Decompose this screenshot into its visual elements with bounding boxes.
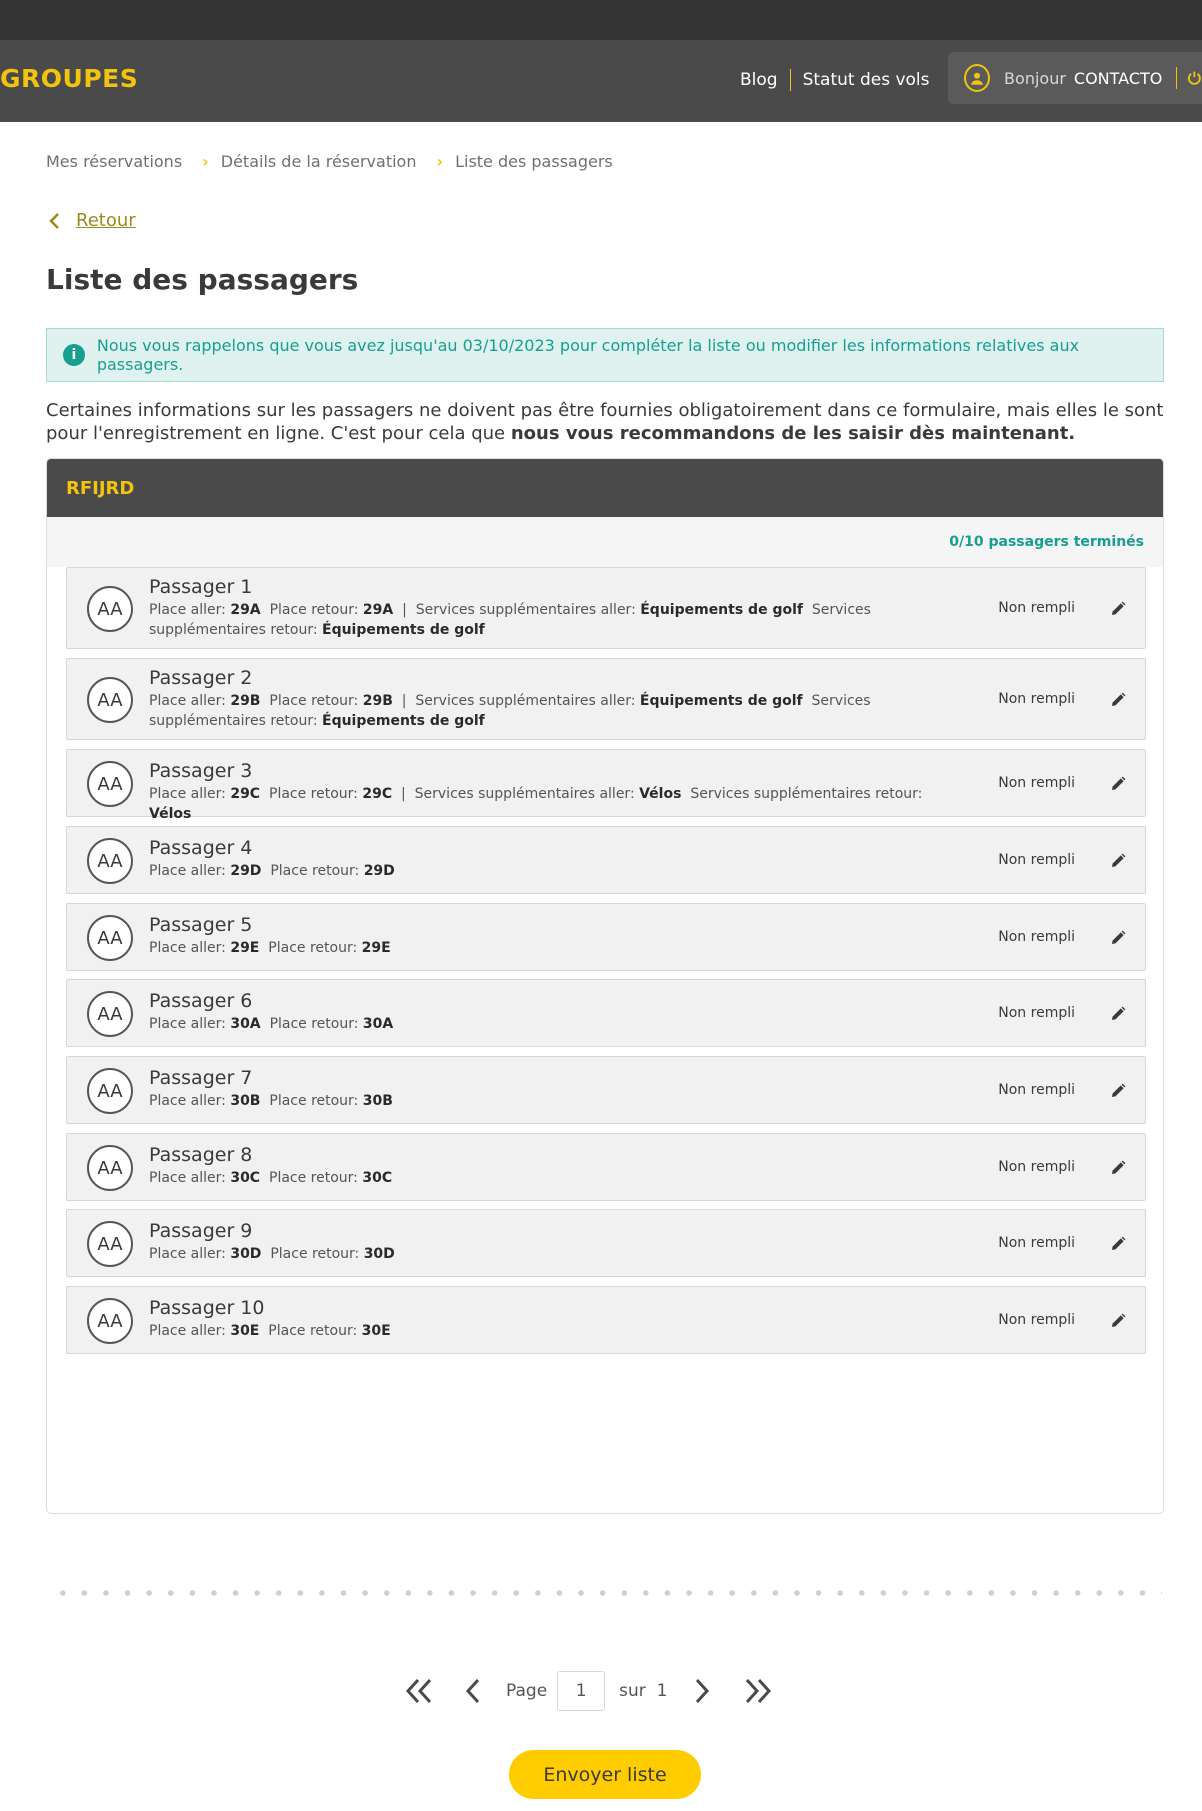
- seat-return-value: 30D: [363, 1246, 395, 1262]
- pencil-icon[interactable]: [1109, 775, 1127, 793]
- passenger-name: Passager 6: [149, 990, 253, 1012]
- passenger-row[interactable]: [66, 658, 1146, 740]
- seat-out-value: 29D: [230, 863, 262, 879]
- seat-return-label: Place retour:: [269, 1093, 359, 1109]
- page-of-text: sur: [619, 1681, 646, 1701]
- top-bar: [0, 0, 1202, 40]
- group-header: [47, 459, 1163, 517]
- intro-text-plain: Certaines informations sur les passagers ne doivent pas être fournies obligatoirement dans ce formulaire, mais elles le sont pour l'enregistrement en ligne. C'est pour cela que: [46, 400, 1164, 444]
- services-out-label: Services supplémentaires aller:: [415, 693, 636, 709]
- seat-return-value: 30C: [362, 1170, 393, 1186]
- page-label: Page: [506, 1681, 548, 1701]
- passenger-details: [149, 1091, 949, 1111]
- passenger-details: [149, 1014, 949, 1034]
- page-total: 1: [656, 1681, 668, 1701]
- seat-out-label: Place aller:: [149, 940, 226, 956]
- avatar: AA: [87, 1068, 133, 1114]
- seat-out-value: 30D: [230, 1246, 262, 1262]
- passenger-name: Passager 1: [149, 576, 253, 598]
- double-chevron-right-icon: [739, 1675, 775, 1707]
- passenger-name: Passager 10: [149, 1297, 265, 1319]
- breadcrumb-item-details[interactable]: Détails de la réservation: [220, 152, 417, 171]
- passenger-name: Passager 9: [149, 1220, 253, 1242]
- back-link[interactable]: [48, 210, 136, 231]
- passenger-status: Non rempli: [998, 775, 1075, 791]
- seat-out-value: 30B: [230, 1093, 261, 1109]
- seat-out-value: 30A: [230, 1016, 261, 1032]
- passenger-row[interactable]: [66, 826, 1146, 894]
- passenger-name: Passager 8: [149, 1144, 253, 1166]
- seat-out-value: 29C: [230, 786, 261, 802]
- pencil-icon[interactable]: [1109, 691, 1127, 709]
- passenger-name: Passager 3: [149, 760, 253, 782]
- page-title: Liste des passagers: [46, 263, 359, 296]
- breadcrumb-item-current: Liste des passagers: [455, 152, 613, 171]
- group-code: RFIJRD: [66, 477, 135, 499]
- services-return-label: Services supplémentaires retour:: [149, 602, 871, 638]
- passenger-group: [46, 458, 1164, 1514]
- seat-return-value: 29C: [362, 786, 393, 802]
- chevron-left-icon: [48, 212, 62, 230]
- passenger-status: Non rempli: [998, 852, 1075, 868]
- passenger-status: Non rempli: [998, 1005, 1075, 1021]
- avatar: AA: [87, 1221, 133, 1267]
- avatar: AA: [87, 761, 133, 807]
- services-out-value: Vélos: [639, 786, 682, 802]
- pencil-icon[interactable]: [1109, 852, 1127, 870]
- user-greeting: Bonjour: [1004, 68, 1066, 88]
- avatar: AA: [87, 1145, 133, 1191]
- seat-out-label: Place aller:: [149, 693, 226, 709]
- passenger-details: [149, 938, 949, 958]
- services-return-label: Services supplémentaires retour:: [149, 693, 871, 729]
- seat-return-label: Place retour:: [269, 602, 359, 618]
- send-list-button[interactable]: Envoyer liste: [509, 1750, 701, 1799]
- seat-out-value: 30C: [230, 1170, 261, 1186]
- intro-text: [46, 399, 1166, 445]
- info-icon: i: [63, 344, 85, 366]
- avatar: AA: [87, 915, 133, 961]
- passenger-row[interactable]: [66, 749, 1146, 822]
- avatar: AA: [87, 991, 133, 1037]
- brand-logo[interactable]: GROUPES: [0, 64, 139, 93]
- avatar: AA: [87, 586, 133, 632]
- seat-return-value: 29D: [363, 863, 395, 879]
- main-navbar: [0, 40, 1202, 122]
- pencil-icon[interactable]: [1109, 600, 1127, 618]
- passenger-row[interactable]: [66, 1286, 1146, 1354]
- passenger-status: Non rempli: [998, 691, 1075, 707]
- seat-out-label: Place aller:: [149, 1093, 226, 1109]
- seat-return-label: Place retour:: [268, 1323, 358, 1339]
- intro-text-bold: nous vous recommandons de les saisir dès maintenant.: [510, 423, 1076, 444]
- passenger-details: Place aller: 29A Place retour: 29A | Services supplémentaires aller: Équipements de golf Services supplémentaires retour: Équipements de golf: [149, 602, 871, 638]
- seat-out-value: 29B: [230, 693, 261, 709]
- page-number-input[interactable]: [557, 1671, 605, 1711]
- avatar: AA: [87, 838, 133, 884]
- user-name: CONTACTO: [1073, 68, 1163, 88]
- chevron-left-icon: [456, 1675, 492, 1707]
- seat-return-label: Place retour:: [268, 940, 358, 956]
- seat-out-label: Place aller:: [149, 786, 226, 802]
- user-icon: [964, 64, 990, 92]
- services-out-value: Équipements de golf: [639, 693, 803, 709]
- passenger-name: Passager 7: [149, 1067, 253, 1089]
- services-out-label: Services supplémentaires aller:: [415, 602, 636, 618]
- seat-out-value: 29E: [230, 940, 260, 956]
- seat-return-value: 30B: [362, 1093, 393, 1109]
- pencil-icon[interactable]: [1109, 929, 1127, 947]
- nav-blog-link[interactable]: Blog: [740, 70, 778, 90]
- passenger-row[interactable]: [66, 1056, 1146, 1124]
- passenger-status: Non rempli: [998, 1159, 1075, 1175]
- passenger-name: Passager 4: [149, 837, 253, 859]
- passenger-status: Non rempli: [998, 1082, 1075, 1098]
- passenger-row[interactable]: [66, 1133, 1146, 1201]
- group-progress-count: 0/10 passagers terminés: [949, 534, 1144, 550]
- chevron-right-icon: [683, 1675, 719, 1707]
- seat-out-label: Place aller:: [149, 1246, 226, 1262]
- next-page-button[interactable]: [681, 1671, 721, 1711]
- passenger-details: Place aller: 29C Place retour: 29C | Services supplémentaires aller: Vélos Services supplémentaires retour: Vélos: [149, 786, 923, 822]
- last-page-button[interactable]: [737, 1671, 777, 1711]
- seat-out-label: Place aller:: [149, 1323, 226, 1339]
- user-menu[interactable]: [948, 52, 1202, 104]
- pencil-icon[interactable]: [1109, 1082, 1127, 1100]
- seat-return-label: Place retour:: [269, 1170, 358, 1186]
- pencil-icon[interactable]: [1109, 1235, 1127, 1253]
- pagination: [400, 1665, 777, 1717]
- passenger-row[interactable]: [66, 903, 1146, 971]
- seat-return-value: 29B: [362, 693, 393, 709]
- seat-return-value: 30E: [361, 1323, 391, 1339]
- seat-out-label: Place aller:: [149, 863, 226, 879]
- services-out-label: Services supplémentaires aller:: [414, 786, 635, 802]
- group-progress-bar: [47, 517, 1163, 567]
- passenger-name: Passager 2: [149, 667, 253, 689]
- passenger-row[interactable]: [66, 979, 1146, 1047]
- passenger-details: [149, 1168, 949, 1188]
- page-of-label: [619, 1681, 667, 1701]
- user-separator: [1176, 67, 1177, 89]
- passenger-status: Non rempli: [998, 1235, 1075, 1251]
- nav-flight-status-link[interactable]: Statut des vols: [802, 70, 930, 90]
- nav-links: [740, 69, 930, 91]
- passenger-status: Non rempli: [998, 1312, 1075, 1328]
- passenger-row[interactable]: [66, 1209, 1146, 1277]
- seat-out-value: 29A: [230, 602, 261, 618]
- seat-return-value: 30A: [362, 1016, 394, 1032]
- dotted-divider: [52, 1590, 1162, 1596]
- seat-return-value: 29A: [362, 602, 394, 618]
- services-return-value: Équipements de golf: [322, 713, 485, 729]
- double-chevron-left-icon: [402, 1675, 438, 1707]
- passenger-name: Passager 5: [149, 914, 253, 936]
- passenger-row[interactable]: [66, 567, 1146, 649]
- seat-out-label: Place aller:: [149, 602, 226, 618]
- services-return-value: Équipements de golf: [322, 622, 485, 638]
- services-return-label: Services supplémentaires retour:: [690, 786, 923, 802]
- power-icon[interactable]: [1187, 70, 1202, 86]
- pencil-icon[interactable]: [1109, 1312, 1127, 1330]
- passenger-details: [149, 1321, 949, 1341]
- avatar: AA: [87, 1298, 133, 1344]
- pencil-icon[interactable]: [1109, 1005, 1127, 1023]
- seat-return-label: Place retour:: [269, 1016, 359, 1032]
- passenger-status: Non rempli: [998, 600, 1075, 616]
- passenger-details: [149, 1244, 949, 1264]
- first-page-button[interactable]: [400, 1671, 440, 1711]
- seat-return-label: Place retour:: [270, 1246, 360, 1262]
- seat-out-label: Place aller:: [149, 1170, 226, 1186]
- chevron-right-icon: ›: [202, 152, 209, 171]
- passenger-status: Non rempli: [998, 929, 1075, 945]
- info-alert-text: Nous vous rappelons que vous avez jusqu'au 03/10/2023 pour compléter la liste ou modifier les informations relatives aux passagers.: [96, 336, 1080, 374]
- avatar: AA: [87, 677, 133, 723]
- seat-return-label: Place retour:: [270, 863, 360, 879]
- seat-out-label: Place aller:: [149, 1016, 226, 1032]
- passenger-details: Place aller: 29B Place retour: 29B | Services supplémentaires aller: Équipements de golf Services supplémentaires retour: Équipements de golf: [149, 693, 871, 729]
- breadcrumb-item-reservations[interactable]: Mes réservations: [46, 152, 183, 171]
- services-out-value: Équipements de golf: [640, 602, 803, 618]
- back-link-label: Retour: [76, 210, 136, 231]
- passenger-details: [149, 861, 949, 881]
- seat-return-label: Place retour:: [269, 786, 358, 802]
- pencil-icon[interactable]: [1109, 1159, 1127, 1177]
- seat-return-value: 29E: [361, 940, 391, 956]
- seat-out-value: 30E: [230, 1323, 260, 1339]
- seat-return-label: Place retour:: [269, 693, 359, 709]
- prev-page-button[interactable]: [454, 1671, 494, 1711]
- breadcrumb: [46, 152, 613, 171]
- chevron-right-icon: ›: [436, 152, 444, 171]
- info-alert: [46, 328, 1164, 382]
- services-return-value: Vélos: [149, 806, 192, 822]
- nav-separator: [790, 69, 791, 91]
